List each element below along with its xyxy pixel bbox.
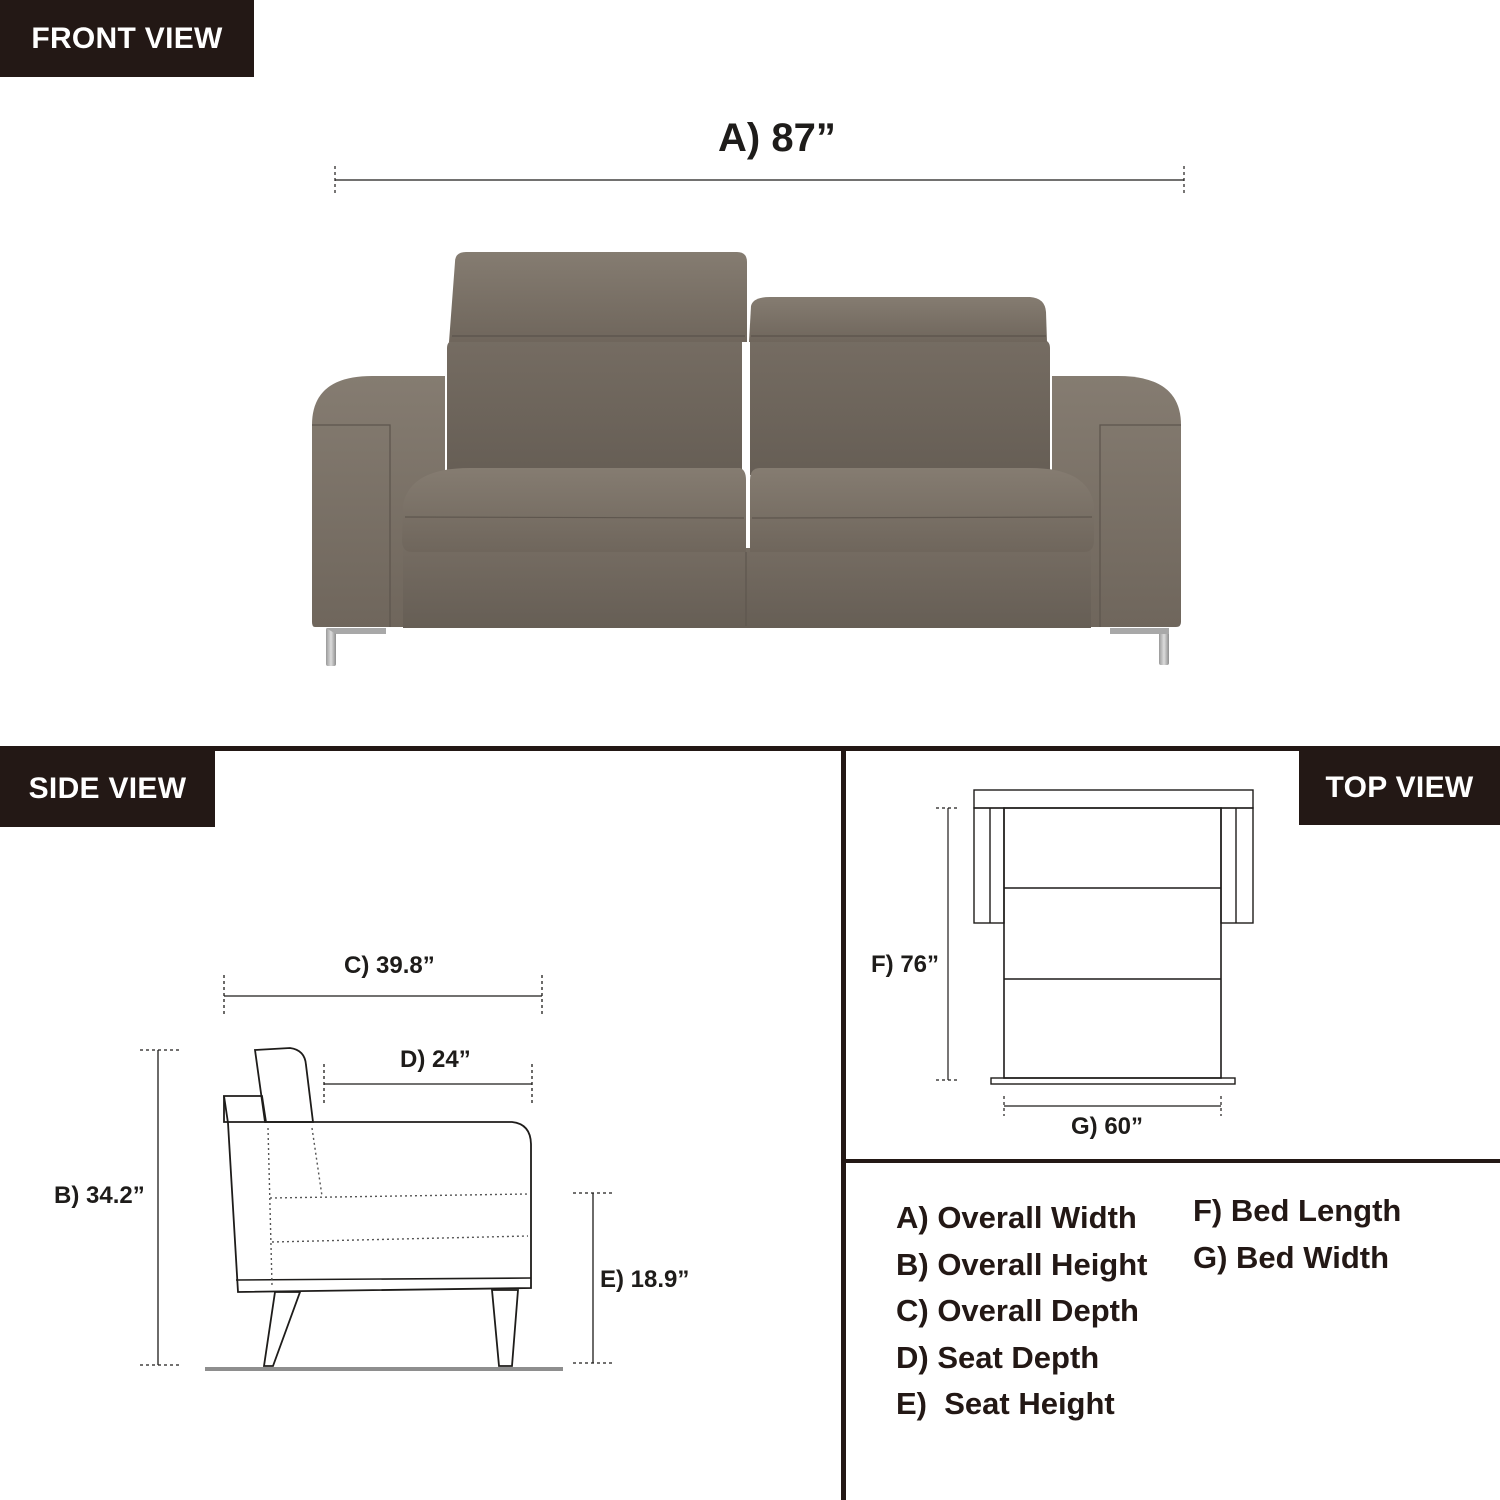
dimension-line-a — [335, 166, 1184, 193]
top-back-frame — [974, 790, 1253, 808]
side-leg-back — [264, 1292, 300, 1366]
legend-item-e: E) Seat Height — [896, 1386, 1115, 1421]
sofa-front-illustration — [312, 252, 1181, 666]
divider-vertical — [841, 746, 846, 1500]
seat-cushion-right — [750, 468, 1094, 552]
sofa-base — [403, 548, 1091, 628]
legend-item-f: F) Bed Length — [1193, 1193, 1402, 1228]
legend-item-a: A) Overall Width — [896, 1200, 1137, 1235]
dimension-line-c — [224, 975, 542, 1015]
legend-column-1 — [896, 1195, 1148, 1428]
top-arm-right — [1221, 808, 1253, 923]
top-view-label: TOP VIEW — [1299, 751, 1500, 825]
back-cushion-right — [750, 340, 1050, 475]
side-view-label: SIDE VIEW — [0, 751, 215, 827]
seat-cushion-left — [402, 468, 746, 552]
legend-item-d: D) Seat Depth — [896, 1339, 1100, 1375]
divider-horizontal-right — [846, 1159, 1500, 1163]
front-view-label: FRONT VIEW — [0, 0, 254, 77]
dimension-b-label: B) 34.2” — [54, 1182, 145, 1209]
divider-horizontal-top — [0, 746, 1500, 751]
headrest-left — [449, 252, 747, 342]
legend-item-g: G) Bed Width — [1193, 1239, 1390, 1275]
legend-column-2 — [1193, 1188, 1401, 1281]
legend-item-b: B) Overall Height — [896, 1246, 1148, 1282]
dimension-line-f — [936, 808, 960, 1080]
side-view-drawing — [140, 975, 613, 1369]
dimension-line-b — [140, 1050, 180, 1365]
dimension-c-label: C) 39.8” — [344, 952, 435, 979]
top-view-drawing — [936, 790, 1253, 1116]
top-foot-board — [991, 1078, 1235, 1084]
legend-item-c: C) Overall Depth — [896, 1293, 1139, 1328]
dimension-d-label: D) 24” — [400, 1046, 471, 1073]
dimension-g-label: G) 60” — [1071, 1113, 1144, 1140]
dimension-e-label: E) 18.9” — [600, 1266, 690, 1293]
top-arm-left — [974, 808, 1004, 923]
top-bed — [1004, 808, 1221, 1078]
dimension-a-label: A) 87” — [718, 116, 836, 160]
back-cushion-left — [447, 340, 742, 475]
side-leg-front — [492, 1290, 518, 1366]
dimension-f-label: F) 76” — [871, 951, 940, 978]
leg-left — [326, 628, 336, 666]
